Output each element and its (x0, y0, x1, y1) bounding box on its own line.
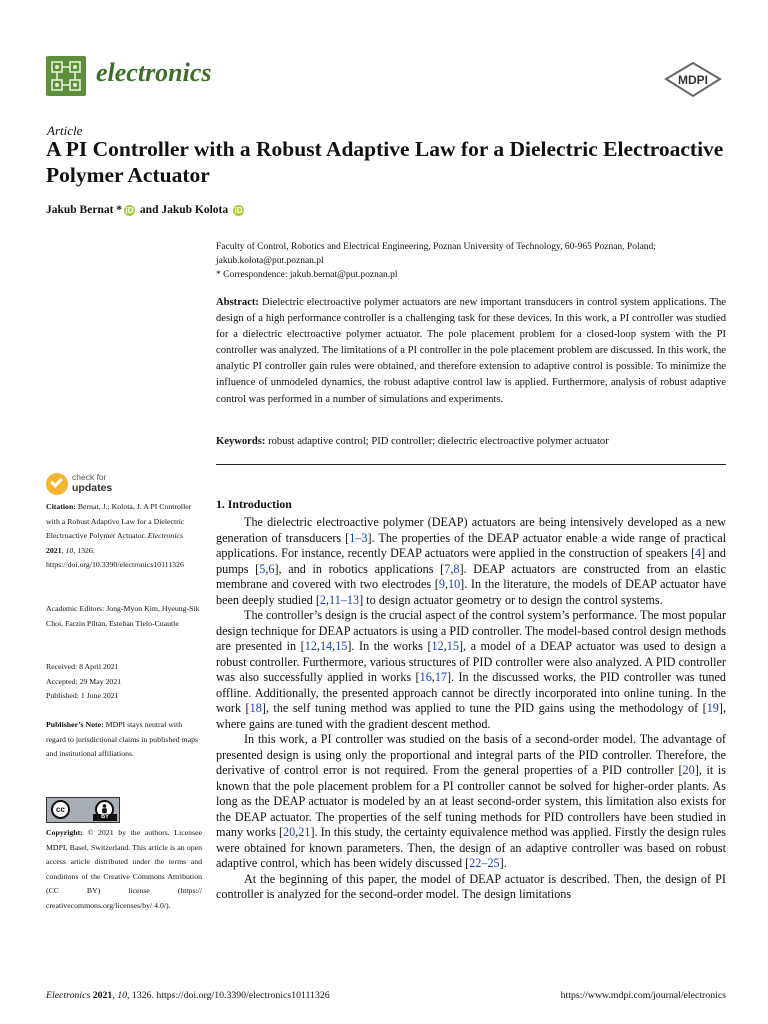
divider (216, 464, 726, 465)
abstract-text: Dielectric electroactive polymer actuators are new important transducers in control system applications. The design of a high performance controller is a challenging task for these devices. In this work, a PI controller was studied for a dielectric electroactive polymer actuator. The pole placement problem for a closed-loop system with the PI controller was analyzed. The limitations of a PI controller in the pole placement problem are discussed. In this work, the analytic PI controller gain rules were obtained, and therefore extension to adaptive control is possible. To minimize the influence of unmodeled dynamics, the robust adaptive control law is applied. Furthermore, analysis of robust adaptive control was performed in a number of simulations and experiments. (216, 297, 726, 405)
text: ]. DEAP actuators are constructed from an elastic membrane and covered with two electrodes [ (216, 561, 726, 591)
cc-license-badge[interactable] (46, 797, 120, 823)
copyright-text: © 2021 by the authors. Licensee MDPI, Basel, Switzerland. This article is an open access article distributed under the terms and conditions of the Creative Commons Attribution (CC BY) license (https:// creativecommons.org/licenses/by/ 4.0/). (46, 828, 202, 910)
text: The controller’s design is the crucial aspect of the control system’s performance. The most popular design technique for DEAP actuators is using a PID controller. The model-based control design methods are presented in [ (216, 608, 726, 653)
updates-check-text: check for (72, 472, 107, 482)
orcid-icon[interactable]: iD (125, 206, 134, 215)
paragraph: At the beginning of this paper, the model of DEAP actuator is described. Then, the design of PI controller is analyzed for the second-order model. The design limitations (216, 871, 726, 901)
author-name: Jakub Kolota (161, 204, 229, 216)
article-type: Article (47, 123, 83, 138)
paragraph: The dielectric electroactive polymer (DEAP) actuators are being intensively developed as a new generation of transducers [1–3]. The properties of the DEAP actuator enable a wide range of practical applications. For instance, recently DEAP actuators were applied in the construction of speakers [4] and pumps [5,6], and in robotics applications [7,8]. DEAP actuators are constructed from an elastic membrane and covered with two electrodes [9,10]. In the literature, the models of DEAP actuator have been deeply studied [2,11–13] to design actuator geometry or to design the control systems. (216, 515, 726, 607)
citation-journal: Electronics (147, 531, 183, 540)
section-heading: 1. Introduction (216, 497, 292, 511)
journal-name: electronics (96, 58, 212, 87)
affiliation-email[interactable]: jakub.kolota@put.poznan.pl (216, 256, 324, 266)
publication-dates (46, 660, 202, 704)
citation-text: Bernat, J.; Kolota, J. A PI Controller with a Robust Adaptive Law for a Dielectric Electroactive Polymer Actuator. (46, 502, 192, 540)
reference-link[interactable]: 2 (319, 592, 326, 607)
journal-logo (46, 56, 86, 96)
reference-link[interactable]: 5 (259, 561, 266, 576)
reference-link[interactable]: 7 (444, 561, 451, 576)
text: ] to design actuator geometry or to design the control systems. (359, 592, 663, 607)
affiliation-block (216, 240, 726, 282)
reference-link[interactable]: 15 (446, 639, 459, 653)
citation-label: Citation: (46, 502, 76, 511)
article-body (216, 515, 726, 903)
text: ]. (499, 856, 507, 870)
text: ]. In the works [ (347, 639, 432, 653)
reference-link[interactable]: 6 (268, 561, 275, 576)
text: ], where gains are tuned with the gradient descent method. (216, 701, 726, 731)
text: ], it is known that the pole placement problem for a PI controller cannot be solved for higher-order plants. As long as the DEAP actuator is modeled by an at least second-order system, this limitation also exists for the DEAP actuator. The properties of the self tuning methods for PID controllers have been studied in many works [ (216, 763, 726, 839)
affiliation: Faculty of Control, Robotics and Electrical Engineering, Poznan University of Technology, 60-965 Poznan, Poland; (216, 242, 656, 252)
publisher-note (46, 718, 202, 762)
footer-journal-url[interactable]: https://www.mdpi.com/journal/electronics (560, 990, 726, 1001)
footer-journal: Electronics (46, 990, 91, 1001)
received-date: Received: 8 April 2021 (46, 662, 119, 671)
reference-link[interactable]: 8 (453, 561, 460, 576)
text: The dielectric electroactive polymer (DEAP) actuators are being intensively developed as a new generation of transducers [ (216, 515, 726, 545)
footer-doi[interactable]: , 1326. https://doi.org/10.3390/electronics10111326 (127, 990, 330, 1001)
copyright-label: Copyright: (46, 828, 83, 837)
check-for-updates-button[interactable] (46, 473, 176, 497)
reference-link[interactable]: 14 (319, 639, 333, 653)
footer-volume: 10 (117, 990, 128, 1001)
keywords (216, 436, 726, 447)
abstract (216, 295, 726, 408)
reference-link[interactable]: 15 (335, 639, 348, 653)
keywords-text: robust adaptive control; PID controller; dielectric electroactive polymer actuator (268, 436, 609, 447)
reference-link[interactable]: 19 (706, 701, 719, 715)
paragraph: In this work, a PI controller was studied on the basis of a second-order model. The advantage of presented design is using only the proportional and integral parts of the PID controller. Therefore, the derivative of control error is not required. From the general properties of a PID controller [20], it is known that the pole placement problem for a PI controller cannot be solved for higher-order plants. As long as the DEAP actuator is modeled by an at least second-order system, this limitation also exists for the DEAP actuator. The properties of the self tuning methods for PID controllers have been studied in many works [20,21]. In this study, the certainty equivalence method was applied. Firstly the design rules were obtained for known parameters. Then, the design of an adaptive controller was based on robust adaptive control, which has been widely discussed [22–25]. (216, 732, 726, 870)
reference-link[interactable]: 4 (695, 546, 702, 560)
text: ]. In this study, the certainty equivalence method was applied. Firstly the design rules were obtained for known parameters. Then, the design of an adaptive controller was based on robust adaptive control, which has been widely discussed [ (216, 825, 726, 870)
publisher-note-label: Publisher’s Note: (46, 720, 104, 729)
text: ], and in robotics applications [ (274, 561, 445, 576)
article-title: A PI Controller with a Robust Adaptive Law for a Dielectric Electroactive Polymer Actuator (46, 137, 724, 187)
citation-volume: 10 (65, 545, 74, 555)
text: ], the self tuning method was applied to tune the PID gains using the methodology of [ (261, 701, 707, 715)
academic-editors: Academic Editors: Jong-Myon Kim, Hyeung-Sik Choi, Farzin Piltan, Esteban Tlelo-Cuautle (46, 604, 200, 628)
reference-link[interactable]: 1–3 (349, 530, 368, 545)
reference-link[interactable]: 21 (298, 825, 311, 839)
reference-link[interactable]: 17 (434, 670, 448, 684)
reference-link[interactable]: 16 (419, 670, 432, 684)
text: In this work, a PI controller was studied on the basis of a second-order model. The advantage of presented design is using only the proportional and integral parts of the PID controller. Therefore, the derivative of control error is not required. From the general properties of a PID controller [ (216, 732, 726, 777)
citation-block: Citation: Bernat, J.; Kolota, J. A PI Controller with a Robust Adaptive Law for a Dielectric Electroactive Polymer Actuator. Electronics 2021, 10, 1326. https://doi.org/10.3390/electronics10111326 (46, 502, 192, 569)
reference-link[interactable]: 22–25 (469, 856, 500, 870)
copyright-block (46, 826, 202, 913)
text: ]. In the literature, the models of DEAP actuator have been deeply studied [ (216, 577, 726, 607)
accepted-date: Accepted: 29 May 2021 (46, 676, 122, 686)
author-name: Jakub Bernat * (46, 204, 123, 216)
text: ] and pumps [ (216, 546, 726, 576)
cc-icon: cc (51, 800, 70, 819)
author-joiner: and (139, 204, 159, 216)
reference-link[interactable]: 11–13 (329, 592, 360, 607)
reference-link[interactable]: 12 (304, 639, 317, 653)
reference-link[interactable]: 9 (438, 577, 445, 591)
author-list (46, 204, 246, 216)
reference-link[interactable]: 10 (447, 577, 461, 591)
publisher-name: MDPI (678, 73, 708, 87)
citation-doi[interactable]: , 1326. https://doi.org/10.3390/electronics10111326 (46, 545, 184, 569)
published-date: Published: 1 June 2021 (46, 691, 119, 700)
reference-link[interactable]: 12 (431, 639, 444, 653)
correspondence: * Correspondence: jakub.bernat@put.poznan.pl (216, 270, 398, 280)
abstract-label: Abstract: (216, 297, 259, 308)
paragraph: The controller’s design is the crucial aspect of the control system’s performance. The most popular design technique for DEAP actuators is using a PID controller. The model-based control design methods are presented in [12,14,15]. In the works [12,15], a model of a DEAP actuator was used to design a robust controller. Furthermore, various structures of PID controller were also analyzed. A PID controller was also successfully applied in works [16,17]. In the discussed works, the PID controller was tuned offline. Additionally, the presented approach cannot be directly incorporated into online tuning. In the work [18], the self tuning method was applied to tune the PID gains using the methodology of [19], where gains are tuned with the gradient descent method. (216, 608, 726, 731)
footer-citation: Electronics 2021, 10, 1326. https://doi.org/10.3390/electronics10111326 (46, 990, 330, 1001)
text: ], a model of a DEAP actuator was used to design a robust controller. Furthermore, various structures of PID controller were also analyzed. A PID controller was also successfully applied in works [ (216, 639, 726, 684)
by-label: BY (93, 814, 117, 821)
reference-link[interactable]: 20 (682, 763, 695, 777)
updates-word: updates (72, 482, 113, 494)
text: ]. In the discussed works, the PID controller was tuned offline. Additionally, the presented approach cannot be directly incorporated into online tuning. In the work [ (216, 670, 726, 715)
orcid-icon[interactable]: iD (234, 206, 243, 215)
check-updates-icon (46, 473, 68, 495)
footer-year: 2021 (92, 990, 113, 1001)
publisher-logo (664, 62, 722, 98)
publisher-note-text: MDPI stays neutral with regard to jurisdictional claims in published maps and institutional affiliations. (46, 720, 199, 758)
text: ]. The properties of the DEAP actuator enable a wide range of practical applications. For instance, recently DEAP actuators were applied in the construction of speakers [ (216, 530, 726, 560)
keywords-label: Keywords: (216, 436, 266, 447)
citation-year: 2021 (46, 545, 62, 555)
reference-link[interactable]: 18 (249, 701, 262, 715)
reference-link[interactable]: 20 (283, 825, 296, 839)
